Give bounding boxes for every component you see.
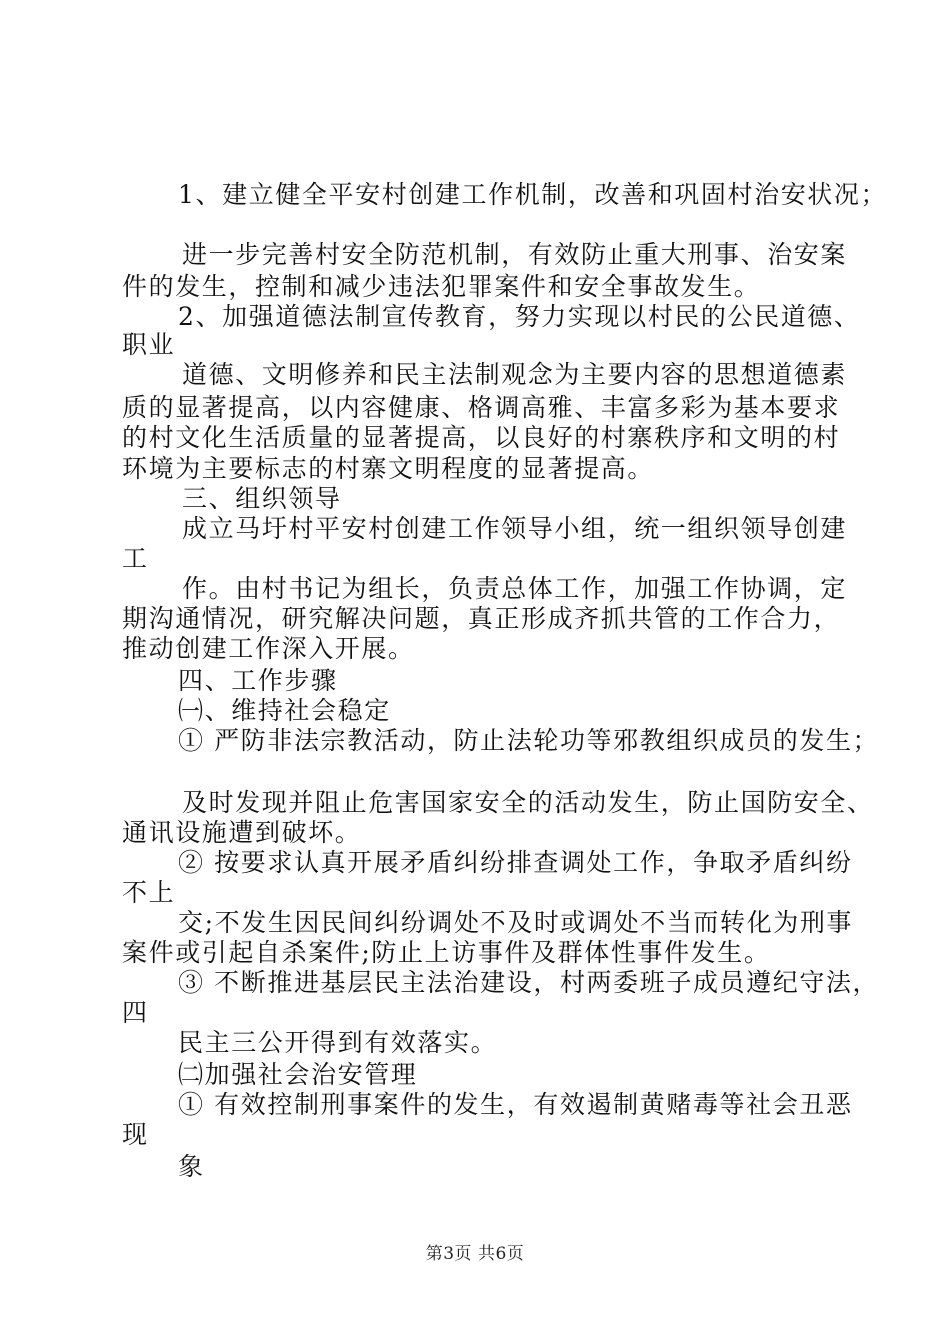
section-heading: 三、组织领导 bbox=[182, 484, 342, 513]
paragraph-line: 四 bbox=[122, 998, 149, 1027]
section-heading: 四、工作步骤 bbox=[178, 666, 338, 695]
paragraph-line: 期沟通情况，研究解决问题，真正形成齐抓共管的工作合力， bbox=[122, 604, 841, 633]
paragraph-line: 进一步完善村安全防范机制，有效防止重大刑事、治安案 bbox=[182, 240, 848, 269]
paragraph-line: 民主三公开得到有效落实。 bbox=[178, 1028, 498, 1057]
subsection-heading: ㈠、维持社会稳定 bbox=[178, 696, 391, 725]
page-number-footer: 第3页 共6页 bbox=[425, 1244, 525, 1264]
paragraph-line: ③ 不断推进基层民主法治建设，村两委班子成员遵纪守法， bbox=[178, 968, 880, 997]
paragraph-line: 的村文化生活质量的显著提高，以良好的村寨秩序和文明的村 bbox=[122, 423, 841, 452]
paragraph-line: 环境为主要标志的村寨文明程度的显著提高。 bbox=[122, 454, 655, 483]
paragraph-line: 成立马圩村平安村创建工作领导小组，统一组织领导创建 bbox=[182, 514, 848, 543]
paragraph-line: 交;不发生因民间纠纷调处不及时或调处不当而转化为刑事 bbox=[178, 908, 854, 937]
paragraph-line: 不上 bbox=[122, 878, 176, 907]
paragraph-line: 件的发生，控制和减少违法犯罪案件和安全事故发生。 bbox=[122, 272, 761, 301]
paragraph-line: 工 bbox=[122, 544, 149, 573]
paragraph-line: 推动创建工作深入开展。 bbox=[122, 634, 415, 663]
paragraph-line: 及时发现并阻止危害国家安全的活动发生，防止国防安全、 bbox=[182, 788, 874, 817]
paragraph-line: ① 严防非法宗教活动，防止法轮功等邪教组织成员的发生； bbox=[178, 726, 880, 755]
paragraph-line: 现 bbox=[122, 1120, 149, 1149]
paragraph-line: 道德、文明修养和民主法制观念为主要内容的思想道德素 bbox=[182, 360, 848, 389]
paragraph-line: ① 有效控制刑事案件的发生，有效遏制黄赌毒等社会丑恶 bbox=[178, 1090, 853, 1119]
paragraph-line: 1、建立健全平安村创建工作机制，改善和巩固村治安状况； bbox=[178, 180, 888, 209]
paragraph-line: ② 按要求认真开展矛盾纠纷排查调处工作，争取矛盾纠纷 bbox=[178, 848, 853, 877]
paragraph-line: 案件或引起自杀案件;防止上访事件及群体性事件发生。 bbox=[122, 938, 771, 967]
paragraph-line: 职业 bbox=[122, 330, 176, 359]
paragraph-line: 2、加强道德法制宣传教育，努力实现以村民的公民道德、 bbox=[178, 302, 861, 331]
paragraph-line: 质的显著提高，以内容健康、格调高雅、丰富多彩为基本要求 bbox=[122, 393, 841, 422]
paragraph-line: 通讯设施遭到破坏。 bbox=[122, 818, 362, 847]
paragraph-line: 作。由村书记为组长，负责总体工作，加强工作协调，定 bbox=[182, 574, 848, 603]
subsection-heading: ㈡加强社会治安管理 bbox=[178, 1060, 418, 1089]
paragraph-line: 象 bbox=[178, 1152, 205, 1181]
